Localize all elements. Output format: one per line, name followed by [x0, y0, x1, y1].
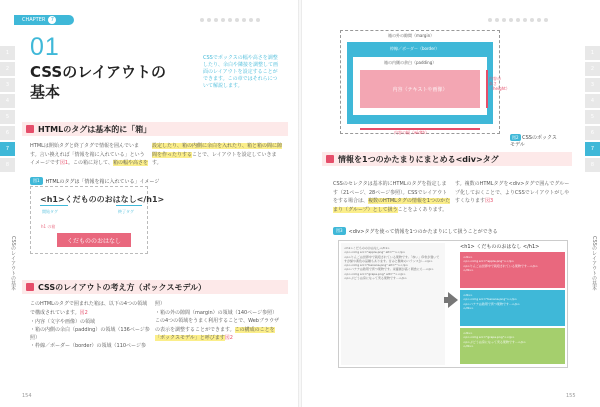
decorative-dots	[200, 18, 260, 22]
highlight-text: 設定したり、箱の内側に余白を入れたり、箱と箱の間に隙間を作ったりする	[152, 143, 283, 158]
gutter	[298, 0, 302, 407]
chapter-tab-active[interactable]: 7	[0, 142, 15, 156]
arrow-right-icon	[448, 292, 458, 308]
para-text: このHTMLのタグで囲まれた箱は、以下の4つの領域で構成されています。	[30, 301, 148, 316]
code-before: <h1>くだもののおはなし</h1> <p><img src="apple.png" alt=""></p> <p>りんごは世界中で栽培されている果物です。「赤い」印象が強いですが緑や黄色の品種もあります。甘みと酸味のバランスが…</p> <p><img src="banana.png" alt=""></p> <p>バナナは熱帯で育つ果物です。栄養価が高く朝食にも…</p> <p><img src="grape.png" alt=""></p> <p>ぶどうは房になって実る果物です…</p>	[341, 243, 445, 365]
section-heading	[22, 122, 288, 136]
chapter-badge	[14, 15, 74, 25]
caption-text: CSSのボックス	[522, 135, 557, 141]
heading-marker-icon	[26, 125, 34, 133]
figure-caption: <div>タグを使って情報を1つのかたまりにして扱うことができる	[348, 228, 498, 235]
side-vertical-label: CSSのレイアウトの基本	[10, 235, 16, 291]
chapter-tab[interactable]: 8	[0, 158, 15, 172]
figure-label	[30, 177, 159, 185]
paragraph	[30, 300, 150, 317]
chapter-tab[interactable]: 5	[0, 110, 15, 124]
chapter-tab[interactable]: 5	[585, 110, 600, 124]
page-title	[30, 62, 200, 102]
paragraph	[155, 300, 283, 343]
chapter-tab[interactable]: 6	[585, 126, 600, 140]
para-text: CSSのセレクタは基本的にHTMLのタグを指定します（21ページ、28ページ参照）。CSSでレイアウトをする場合は、	[333, 181, 448, 204]
heading-text: CSSのレイアウトの考え方（ボックスモデル）	[38, 282, 207, 292]
page-title-line1: CSSのレイアウトの	[30, 63, 167, 81]
page-title-line2: 基本	[30, 83, 61, 101]
border-label: 枠線／ボーダー（border）	[390, 46, 440, 51]
figure-ref: 図3	[485, 198, 494, 204]
heading-marker-icon	[26, 283, 34, 291]
open-tag-label: 開始タグ	[42, 209, 58, 214]
close-tag-underline	[116, 205, 142, 206]
figure-tag: 図2	[512, 135, 519, 140]
para-text: ことで、レイアウトを設定していきます。	[152, 151, 277, 166]
chapter-tab-active[interactable]: 7	[585, 142, 600, 156]
width-label: 内容の幅（width）	[394, 130, 430, 135]
figure-ref: 図2	[224, 335, 233, 341]
chapter-tab[interactable]: 4	[585, 94, 600, 108]
para-text: す。複数のHTMLタグを<div>タグで囲んでグループ化しておくことで、よりCSSでレイアウトがしやすくなります	[455, 181, 570, 204]
figure-label	[333, 227, 498, 235]
div-group-blue: <div> <p><img src="banana.png"></p> <p>バナナは熱帯で育つ果物です…</p> </div>	[460, 290, 565, 326]
open-tag-underline	[40, 205, 68, 206]
figure-tag: 図3	[333, 227, 346, 235]
chapter-tab[interactable]: 3	[585, 78, 600, 92]
heading-text: 情報を1つのかたまりにまとめる<div>タグ	[338, 154, 499, 164]
paragraph	[152, 142, 282, 168]
margin-label: 箱の外の隙間（margin）	[388, 33, 435, 38]
figure-ref: 図2	[79, 309, 88, 316]
padding-label: 箱の内側の余白（padding）	[384, 60, 437, 65]
height-label: 内容の高さ（height）	[489, 76, 510, 91]
para-text: この4つの領域をうまく利用することで、Webブラウザの表示を調整することができます。	[155, 318, 279, 333]
content-area: 内容（テキストや画像）	[360, 70, 480, 108]
h1-box-illustration: くだもののおはなし	[57, 233, 131, 247]
figure-ref: 図1	[59, 160, 69, 166]
list-item: ・箱の内側の余白（padding）の領域（136ページ参照）	[30, 327, 150, 341]
chapter-number: 7	[48, 16, 56, 24]
chapter-tab[interactable]: 8	[585, 158, 600, 172]
page-number: 154	[22, 393, 32, 399]
figure-2-caption	[510, 134, 557, 149]
heading-text: HTMLのタグは基本的に「箱」	[38, 124, 152, 134]
height-dimension-line	[486, 70, 488, 108]
figure-tag: 図1	[30, 177, 43, 185]
right-chapter-tabs	[585, 46, 600, 172]
chapter-tab[interactable]: 3	[0, 78, 15, 92]
paragraph	[30, 142, 148, 168]
decorative-dots	[488, 18, 548, 22]
highlight-text: 箱の幅や高さを	[112, 160, 148, 166]
list-item: ・箱の外の隙間（margin）の領域（140ページ参照）	[155, 309, 278, 316]
region-list	[30, 318, 150, 350]
side-vertical-label: CSSのレイアウトの基本	[591, 235, 597, 291]
heading-marker-icon	[326, 155, 334, 163]
section-heading	[22, 280, 288, 294]
para-text: HTMLは開始タグと終了タグで情報を囲んでいます。言い換えれば「情報を箱に入れている」というイメージです	[30, 143, 145, 166]
chapter-tab[interactable]: 1	[585, 46, 600, 60]
figure-caption: HTMLのタグは「情報を箱に入れている」イメージ	[45, 178, 160, 185]
chapter-tab[interactable]: 6	[0, 126, 15, 140]
section-number: 01	[30, 33, 60, 61]
chapter-tab[interactable]: 4	[0, 94, 15, 108]
section-heading	[322, 152, 572, 166]
code-after-title: <h1> くだもののおはなし </h1>	[460, 244, 540, 250]
chapter-tab[interactable]: 2	[585, 62, 600, 76]
list-item: ・内容（文字や画像）の領域	[30, 319, 96, 325]
chapter-tab[interactable]: 2	[0, 62, 15, 76]
chapter-label: CHAPTER	[22, 17, 46, 23]
div-group-red: <div> <p><img src="apple.png"></p> <p>りんごは世界中で栽培されている果物です…</p> </div>	[460, 252, 565, 288]
element-label: h1 の箱	[41, 224, 56, 229]
paragraph	[455, 180, 573, 206]
left-chapter-tabs	[0, 46, 15, 172]
highlight-text: 複数のHTMLタグの情報を1つのかたまり（グループ）として扱う	[333, 198, 451, 213]
para-text: ことをよくあります。	[397, 206, 448, 213]
para-text: 照）	[155, 301, 166, 307]
list-item: ・枠線／ボーダー（border）の領域（110ページ参	[30, 343, 146, 349]
chapter-tab[interactable]: 1	[0, 46, 15, 60]
paragraph	[333, 180, 451, 214]
lead-text: CSSでボックスの幅や高さを調整したり、余白や隣接を調整して画面のレイアウトを設定することができます。この章ではそれらについて解説します。	[203, 55, 279, 89]
caption-text: モデル	[510, 142, 525, 148]
page-number: 155	[566, 393, 576, 399]
h1-code-sample: <h1>くだもののおはなし</h1>	[40, 195, 165, 204]
close-tag-label: 終了タグ	[118, 209, 134, 214]
div-group-green: <div> <p><img src="grape.png"></p> <p>ぶどうは房になって実る果物です…</p> </div>	[460, 328, 565, 364]
highlight-text: この構成のことを「ボックスモデル」と呼びます	[155, 326, 275, 341]
para-text: 。この箱に対して、	[68, 160, 113, 166]
